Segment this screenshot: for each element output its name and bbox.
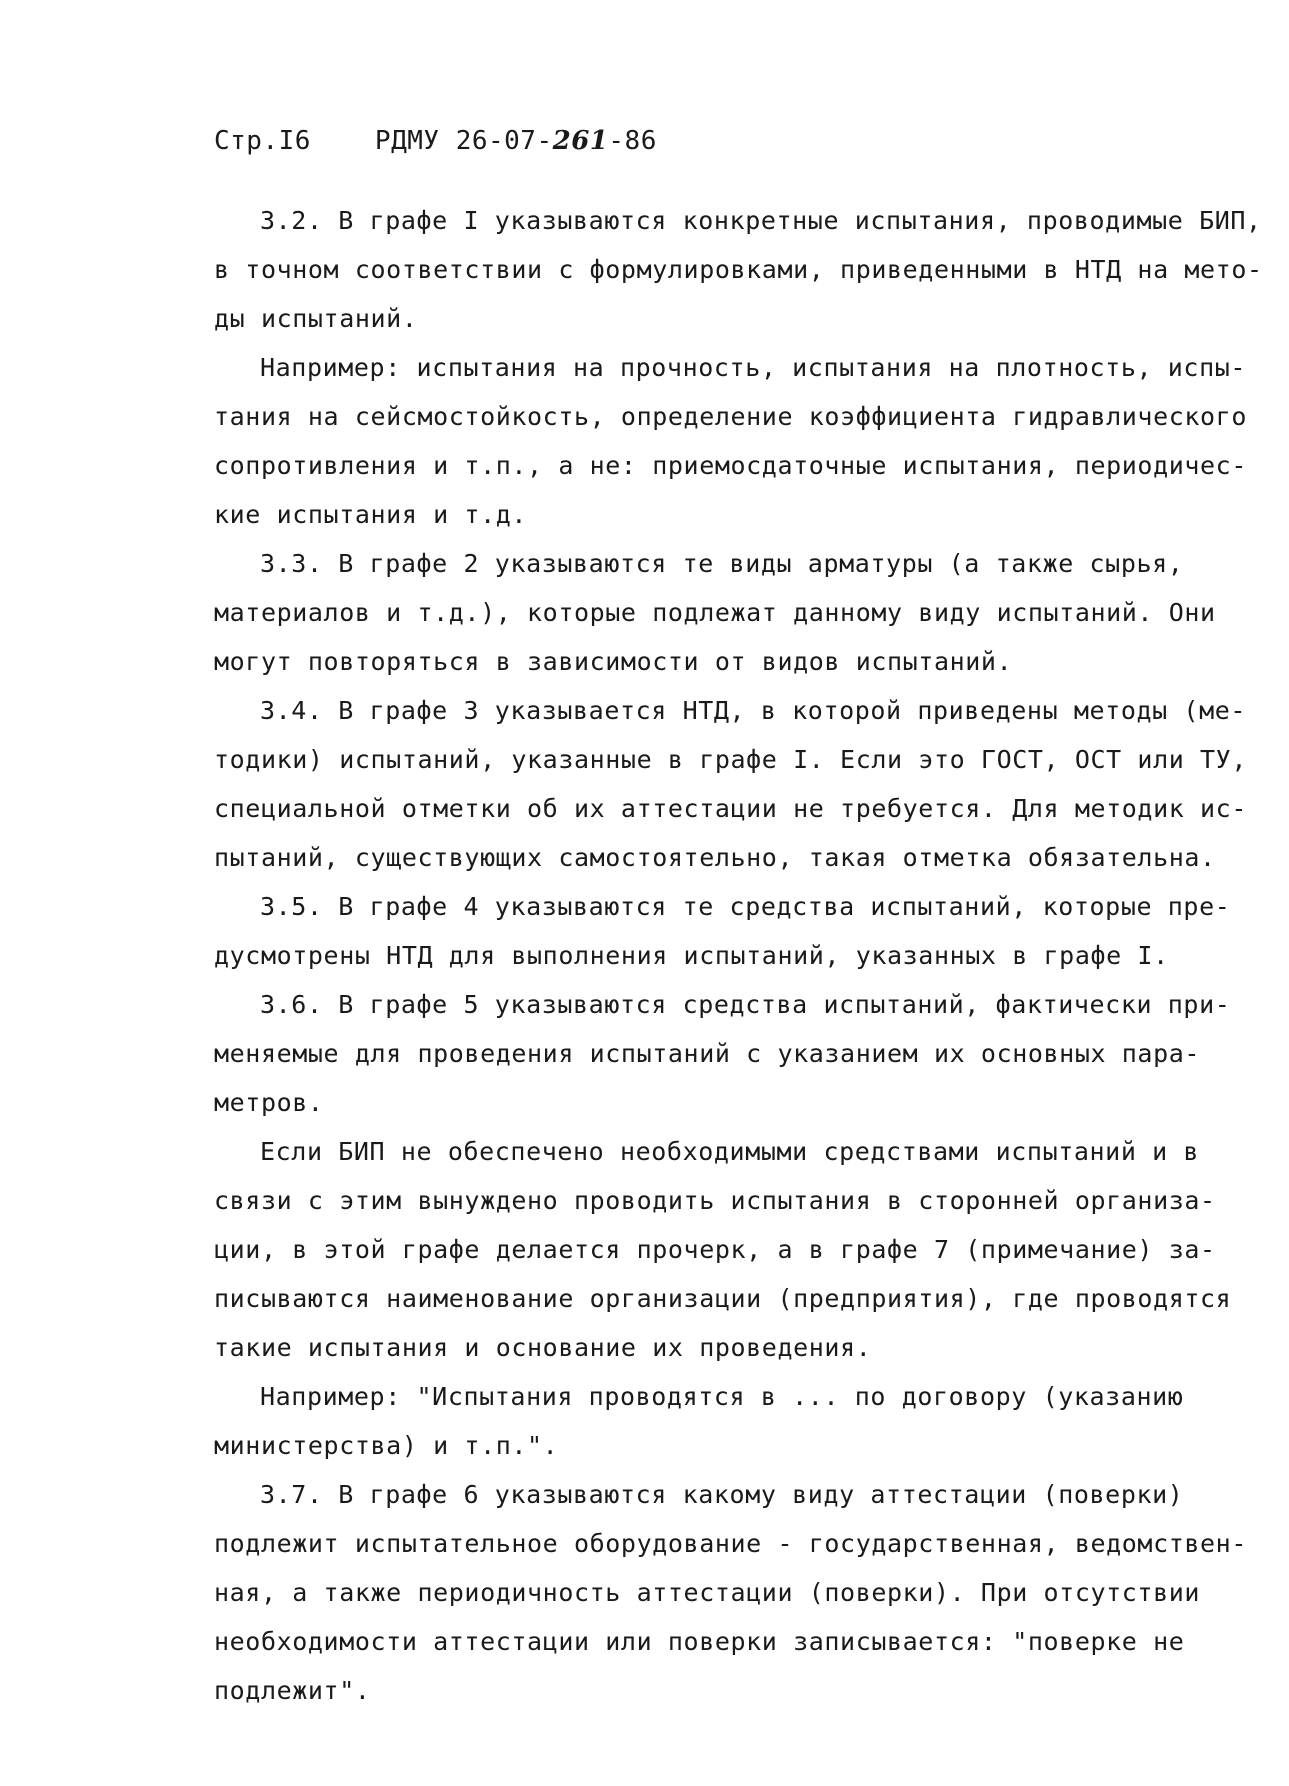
text-line: сопротивления и т.п., а не: приемосдаточные испытания, периодичес- [214, 451, 1247, 480]
text-line: министерства) и т.п.". [214, 1431, 559, 1460]
text-line: материалов и т.д.), которые подлежат данному виду испытаний. Они [214, 598, 1216, 627]
text-line: необходимости аттестации или поверки записывается: "поверке не [214, 1627, 1185, 1656]
text-line: пытаний, существующих самостоятельно, такая отметка обязательна. [214, 843, 1216, 872]
text-line: тания на сейсмостойкость, определение коэффициента гидравлического [214, 402, 1247, 431]
text-line: подлежит". [214, 1676, 371, 1705]
text-line: 3.3. В графе 2 указываются те виды арматуры (а также сырья, [260, 549, 1184, 578]
text-line: 3.4. В графе 3 указывается НТД, в которой приведены методы (ме- [260, 696, 1247, 725]
text-line: 3.2. В графе I указываются конкретные испытания, проводимые БИП, [260, 206, 1262, 235]
text-line: 3.5. В графе 4 указываются те средства испытаний, которые пре- [260, 892, 1231, 921]
document-code-prefix: РДМУ 26-07- [374, 126, 553, 156]
text-line: ная, а также периодичность аттестации (поверки). При отсутствии [214, 1578, 1201, 1607]
text-line: Если БИП не обеспечено необходимыми средствами испытаний и в [260, 1137, 1200, 1166]
text-line: Например: "Испытания проводятся в ... по договору (указанию [260, 1382, 1184, 1411]
text-line: связи с этим вынуждено проводить испытания в сторонней организа- [214, 1186, 1216, 1215]
text-line: тодики) испытаний, указанные в графе I. Если это ГОСТ, ОСТ или ТУ, [214, 745, 1247, 774]
text-line: такие испытания и основание их проведения. [214, 1333, 872, 1362]
text-line: 3.7. В графе 6 указываются какому виду аттестации (поверки) [260, 1480, 1184, 1509]
document-code-handwritten: 261 [552, 126, 609, 156]
text-line: писываются наименование организации (предприятия), где проводятся [214, 1284, 1232, 1313]
page-number: Стр.I6 [214, 126, 311, 156]
text-line: дусмотрены НТД для выполнения испытаний, указанных в графе I. [214, 941, 1169, 970]
page-header [214, 126, 657, 156]
text-line: специальной отметки об их аттестации не требуется. Для методик ис- [214, 794, 1247, 823]
text-line: кие испытания и т.д. [214, 500, 528, 529]
text-line: в точном соответствии с формулировками, приведенными в НТД на мето- [214, 255, 1263, 284]
text-line: подлежит испытательное оборудование - государственная, ведомствен- [214, 1529, 1247, 1558]
text-line: могут повторяться в зависимости от видов испытаний. [214, 647, 1013, 676]
document-code [375, 126, 657, 156]
text-line: метров. [214, 1088, 324, 1117]
text-line: ды испытаний. [214, 304, 418, 333]
document-body [214, 196, 1263, 1715]
document-code-suffix: -86 [608, 126, 657, 156]
text-line: Например: испытания на прочность, испытания на плотность, испы- [260, 353, 1247, 382]
text-line: ции, в этой графе делается прочерк, а в графе 7 (примечание) за- [214, 1235, 1216, 1264]
text-line: меняемые для проведения испытаний с указанием их основных пара- [214, 1039, 1201, 1068]
text-line: 3.6. В графе 5 указываются средства испытаний, фактически при- [260, 990, 1231, 1019]
